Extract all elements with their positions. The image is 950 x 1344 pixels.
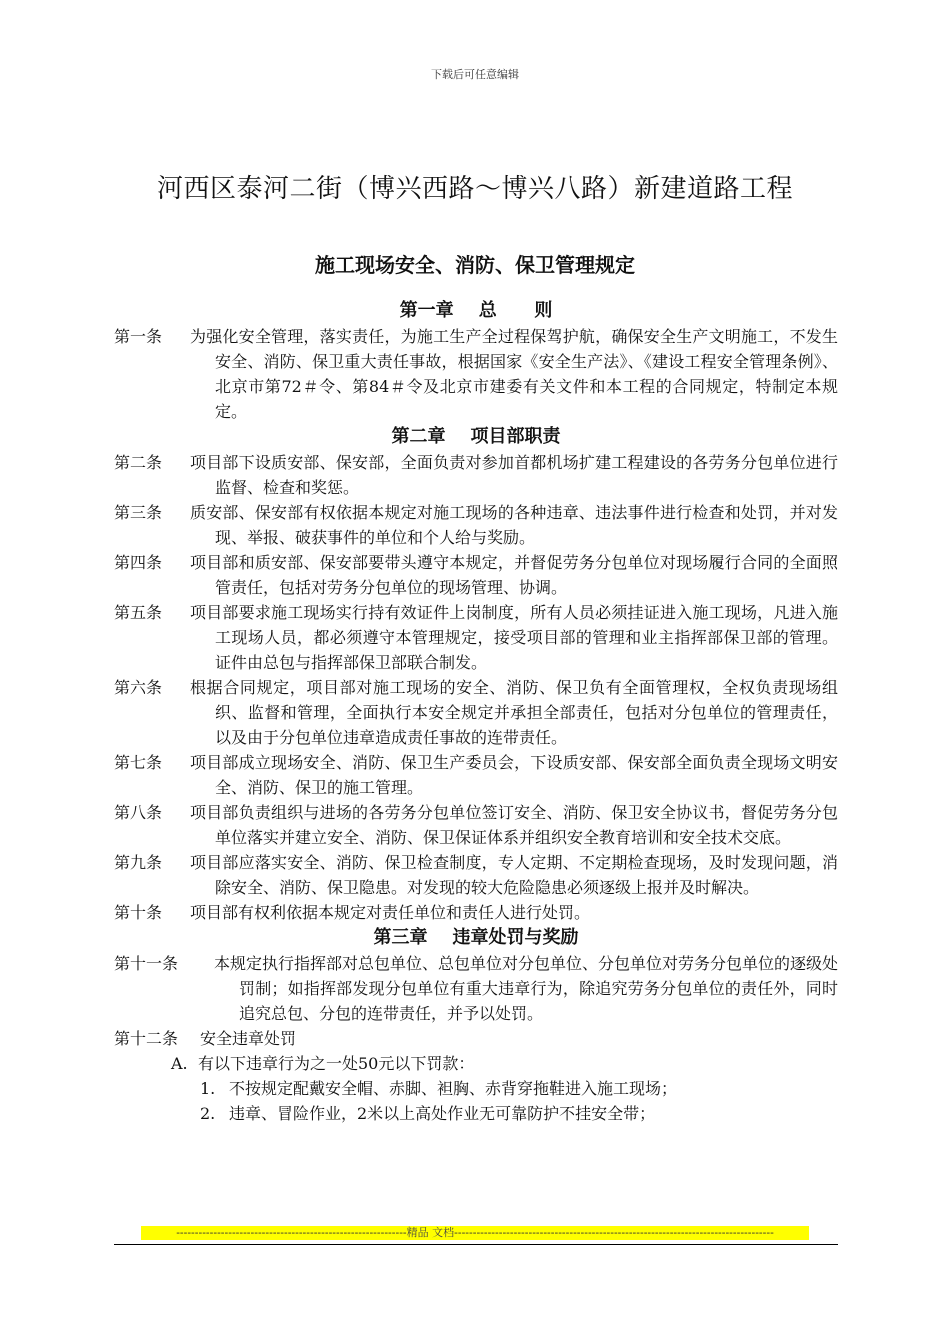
article-10: [114, 900, 838, 925]
list-marker: 1.: [200, 1079, 216, 1098]
article-number: 第八条: [114, 803, 163, 822]
article-5: [114, 600, 838, 675]
list-marker: 2.: [200, 1104, 216, 1123]
article-text: 项目部有权利依据本规定对责任单位和责任人进行处罚。: [190, 903, 591, 922]
footer-divider: [114, 1244, 838, 1245]
article-number: 第十条: [114, 903, 163, 922]
article-number: 第二条: [114, 453, 163, 472]
article-number: 第九条: [114, 853, 163, 872]
article-text: 根据合同规定，项目部对施工现场的安全、消防、保卫负有全面管理权，全权负责现场组织、监督和管理，全面执行本安全规定并承担全部责任，包括对分包单位的管理责任，以及由于分包单位违章造成责任事故的连带责任。: [190, 678, 838, 747]
chapter-heading-3: 第三章 违章处罚与奖励: [373, 927, 579, 948]
article-text: 项目部成立现场安全、消防、保卫生产委员会，下设质安部、保安部全面负责全现场文明安全、消防、保卫的施工管理。: [190, 753, 838, 797]
header-note: 下载后可任意编辑: [431, 68, 519, 81]
footer-right-dashes: --------------------------------------------------------------------------------------: [454, 1226, 774, 1239]
list-text: 不按规定配戴安全帽、赤脚、袒胸、赤背穿拖鞋进入施工现场；: [229, 1079, 678, 1098]
article-text: 项目部和质安部、保安部要带头遵守本规定，并督促劳务分包单位对现场履行合同的全面照管责任，包括对劳务分包单位的现场管理、协调。: [190, 553, 838, 597]
list-marker: A.: [171, 1054, 188, 1073]
article-7: [114, 750, 838, 800]
article-1: [114, 324, 838, 424]
penalty-category-a: [114, 1051, 838, 1076]
document-subtitle: 施工现场安全、消防、保卫管理规定: [315, 253, 635, 277]
article-text: 项目部应落实安全、消防、保卫检查制度，专人定期、不定期检查现场，及时发现问题，消除安全、消防、保卫隐患。对发现的较大危险隐患必须逐级上报并及时解决。: [190, 853, 838, 897]
article-2: [114, 450, 838, 500]
article-text: 质安部、保安部有权依据本规定对施工现场的各种违章、违法事件进行检查和处罚，并对发现、举报、破获事件的单位和个人给与奖励。: [190, 503, 838, 547]
article-3: [114, 500, 838, 550]
article-number: 第十一条: [114, 954, 179, 973]
chapter-heading-1: 第一章 总 则: [399, 300, 553, 321]
article-number: 第十二条: [114, 1029, 179, 1048]
article-9: [114, 850, 838, 900]
article-4: [114, 550, 838, 600]
chapter-heading-2: 第二章 项目部职责: [391, 426, 561, 447]
article-text: 为强化安全管理，落实责任，为施工生产全过程保驾护航，确保安全生产文明施工，不发生安全、消防、保卫重大责任事故，根据国家《安全生产法》、《建设工程安全管理条例》、北京市第72＃令、第84＃令及北京市建委有关文件和本工程的合同规定，特制定本规定。: [190, 327, 838, 421]
list-item: [114, 1076, 838, 1101]
article-text: 项目部负责组织与进场的各劳务分包单位签订安全、消防、保卫安全协议书，督促劳务分包单位落实并建立安全、消防、保卫保证体系并组织安全教育培训和安全技术交底。: [190, 803, 838, 847]
article-number: 第六条: [114, 678, 163, 697]
article-12: [114, 1026, 838, 1051]
list-text: 有以下违章行为之一处50元以下罚款：: [198, 1054, 475, 1073]
article-number: 第五条: [114, 603, 163, 622]
article-6: [114, 675, 838, 750]
penalty-list: [114, 1051, 838, 1126]
article-number: 第四条: [114, 553, 163, 572]
article-text: 本规定执行指挥部对总包单位、总包单位对分包单位、分包单位对劳务分包单位的逐级处罚制；如指挥部发现分包单位有重大违章行为，除追究劳务分包单位的责任外，同时追究总包、分包的连带责任，并予以处罚。: [214, 954, 839, 1023]
list-item: [114, 1101, 838, 1126]
footer-highlight-bar: [141, 1226, 809, 1240]
article-text: 项目部要求施工现场实行持有效证件上岗制度，所有人员必须挂证进入施工现场，凡进入施工现场人员，都必须遵守本管理规定，接受项目部的管理和业主指挥部保卫部的管理。证件由总包与指挥部保卫部联合制发。: [190, 603, 838, 672]
article-8: [114, 800, 838, 850]
article-number: 第七条: [114, 753, 163, 772]
article-11: [114, 951, 838, 1026]
document-body: [114, 298, 838, 1126]
list-text: 违章、冒险作业，2米以上高处作业无可靠防护不挂安全带；: [229, 1104, 656, 1123]
footer-left-dashes: --------------------------------------------------------------: [176, 1226, 407, 1239]
document-title: 河西区泰河二街（博兴西路～博兴八路）新建道路工程: [156, 174, 793, 204]
article-text: 安全违章处罚: [200, 1029, 297, 1048]
article-text: 项目部下设质安部、保安部，全面负责对参加首都机场扩建工程建设的各劳务分包单位进行监督、检查和奖惩。: [190, 453, 838, 497]
article-number: 第三条: [114, 503, 163, 522]
article-number: 第一条: [114, 327, 163, 346]
footer-label: 精品 文档: [406, 1226, 455, 1239]
